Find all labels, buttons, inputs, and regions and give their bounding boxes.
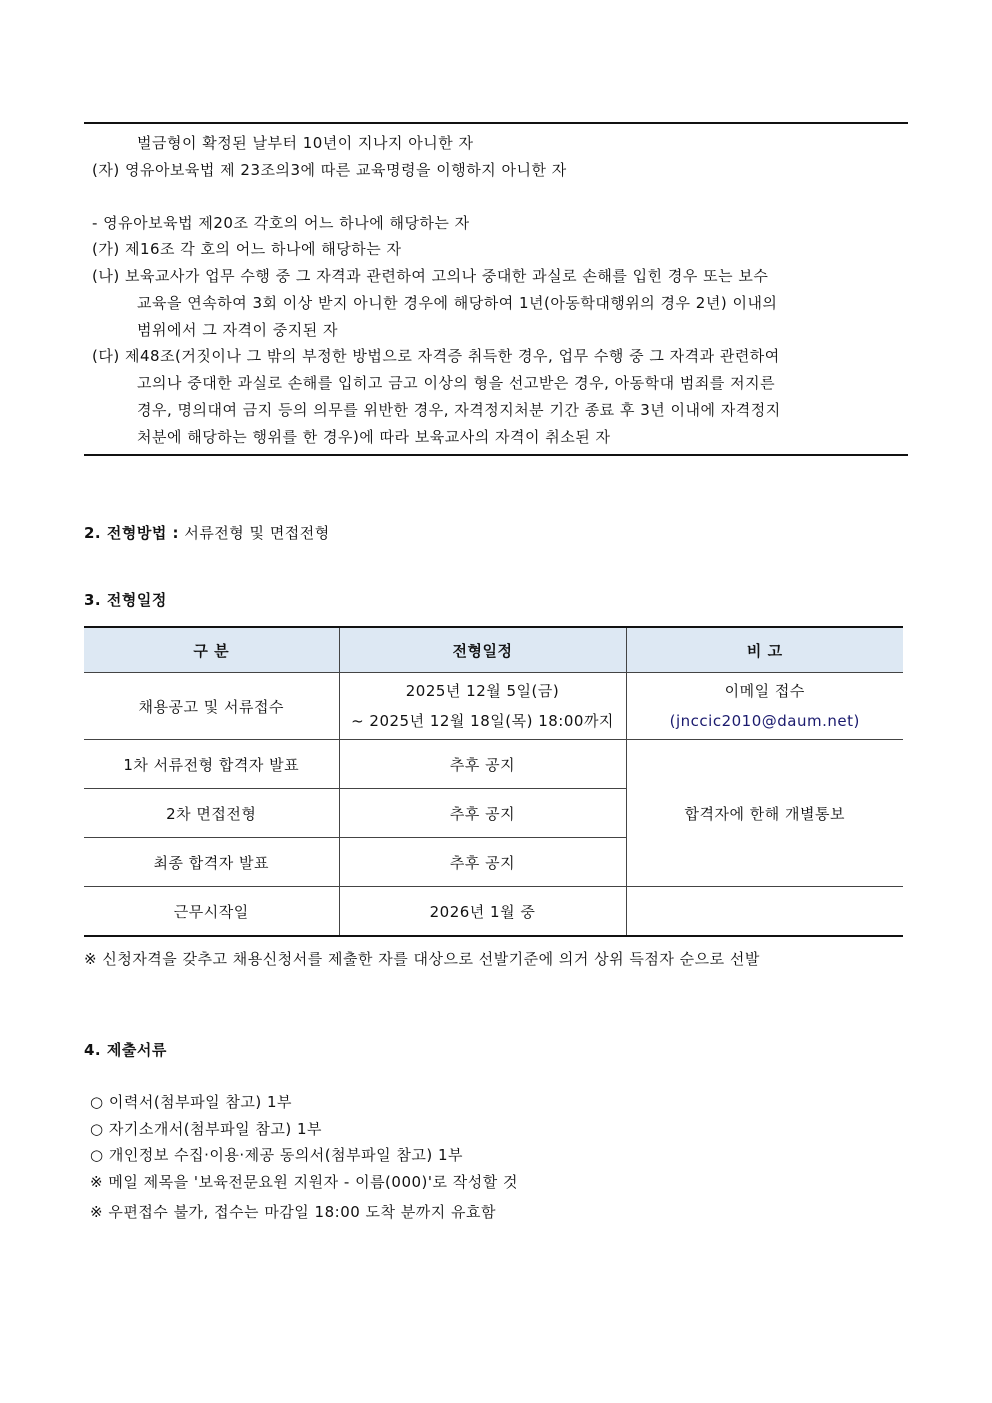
- document-note: ※ 우편접수 불가, 접수는 마감일 18:00 도착 분까지 유효함: [90, 1203, 497, 1221]
- box-line: (다) 제48조(거짓이나 그 밖의 부정한 방법으로 자격증 취득한 경우, 업무 수행 중 그 자격과 관련하여: [92, 347, 780, 365]
- row-date: 추후 공지: [339, 838, 626, 887]
- table-row: [84, 673, 903, 740]
- box-line: (자) 영유아보육법 제 23조의3에 따른 교육명령을 이행하지 아니한 자: [92, 161, 567, 179]
- date-line: ~ 2025년 12월 18일(목) 18:00까지: [351, 712, 614, 730]
- row-label: 2차 면접전형: [84, 789, 339, 838]
- box-line: 경우, 명의대여 금지 등의 의무를 위반한 경우, 자격정지처분 기간 종료 후 3년 이내에 자격정지: [137, 401, 781, 419]
- box-line: 고의나 중대한 과실로 손해를 입히고 금고 이상의 형을 선고받은 경우, 아동학대 범죄를 저지른: [137, 374, 776, 392]
- row-date: 추후 공지: [339, 789, 626, 838]
- row-note: [626, 673, 903, 740]
- email-address: (jnccic2010@daum.net): [669, 712, 860, 730]
- box-line: 범위에서 그 자격이 중지된 자: [137, 321, 338, 339]
- section-4-heading: 4. 제출서류: [84, 1041, 167, 1059]
- section-2-heading: 2. 전형방법 :: [84, 524, 180, 542]
- document-note: ※ 메일 제목을 '보육전문요원 지원자 - 이름(000)'로 작성할 것: [90, 1173, 518, 1191]
- row-date: 추후 공지: [339, 740, 626, 789]
- section-2-line: [84, 523, 330, 543]
- table-row: [84, 887, 903, 937]
- header-schedule: 전형일정: [339, 627, 626, 673]
- table-row: [84, 740, 903, 789]
- header-note: 비 고: [626, 627, 903, 673]
- box-line: 벌금형이 확정된 날부터 10년이 지나지 아니한 자: [137, 134, 474, 152]
- box-line: (가) 제16조 각 호의 어느 하나에 해당하는 자: [92, 240, 402, 258]
- row-label: 채용공고 및 서류접수: [84, 673, 339, 740]
- document-item: ○ 개인정보 수집·이용·제공 동의서(첨부파일 참고) 1부: [90, 1146, 464, 1164]
- row-note: [626, 887, 903, 937]
- section-3-heading: 3. 전형일정: [84, 591, 167, 609]
- document-item: ○ 자기소개서(첨부파일 참고) 1부: [90, 1120, 323, 1138]
- row-date: 2026년 1월 중: [339, 887, 626, 937]
- document-item: ○ 이력서(첨부파일 참고) 1부: [90, 1093, 293, 1111]
- table-header-row: [84, 627, 903, 673]
- box-line: (나) 보육교사가 업무 수행 중 그 자격과 관련하여 고의나 중대한 과실로 손해를 입힌 경우 또는 보수: [92, 267, 769, 285]
- box-line: - 영유아보육법 제20조 각호의 어느 하나에 해당하는 자: [92, 214, 470, 232]
- box-line: 교육을 연속하여 3회 이상 받지 아니한 경우에 해당하여 1년(아동학대행위의 경우 2년) 이내의: [137, 294, 778, 312]
- selection-footnote: ※ 신청자격을 갖추고 채용신청서를 제출한 자를 대상으로 선발기준에 의거 상위 득점자 순으로 선발: [84, 950, 760, 968]
- row-date: [339, 673, 626, 740]
- header-category: 구 분: [84, 627, 339, 673]
- row-label: 1차 서류전형 합격자 발표: [84, 740, 339, 789]
- section-2-text: 서류전형 및 면접전형: [184, 524, 330, 542]
- schedule-table: [84, 626, 903, 937]
- note-line: 이메일 접수: [724, 682, 805, 700]
- row-label: 근무시작일: [84, 887, 339, 937]
- date-line: 2025년 12월 5일(금): [405, 682, 560, 700]
- box-line: 처분에 해당하는 행위를 한 경우)에 따라 보육교사의 자격이 취소된 자: [137, 428, 611, 446]
- row-label: 최종 합격자 발표: [84, 838, 339, 887]
- merged-note: 합격자에 한해 개별통보: [626, 740, 903, 887]
